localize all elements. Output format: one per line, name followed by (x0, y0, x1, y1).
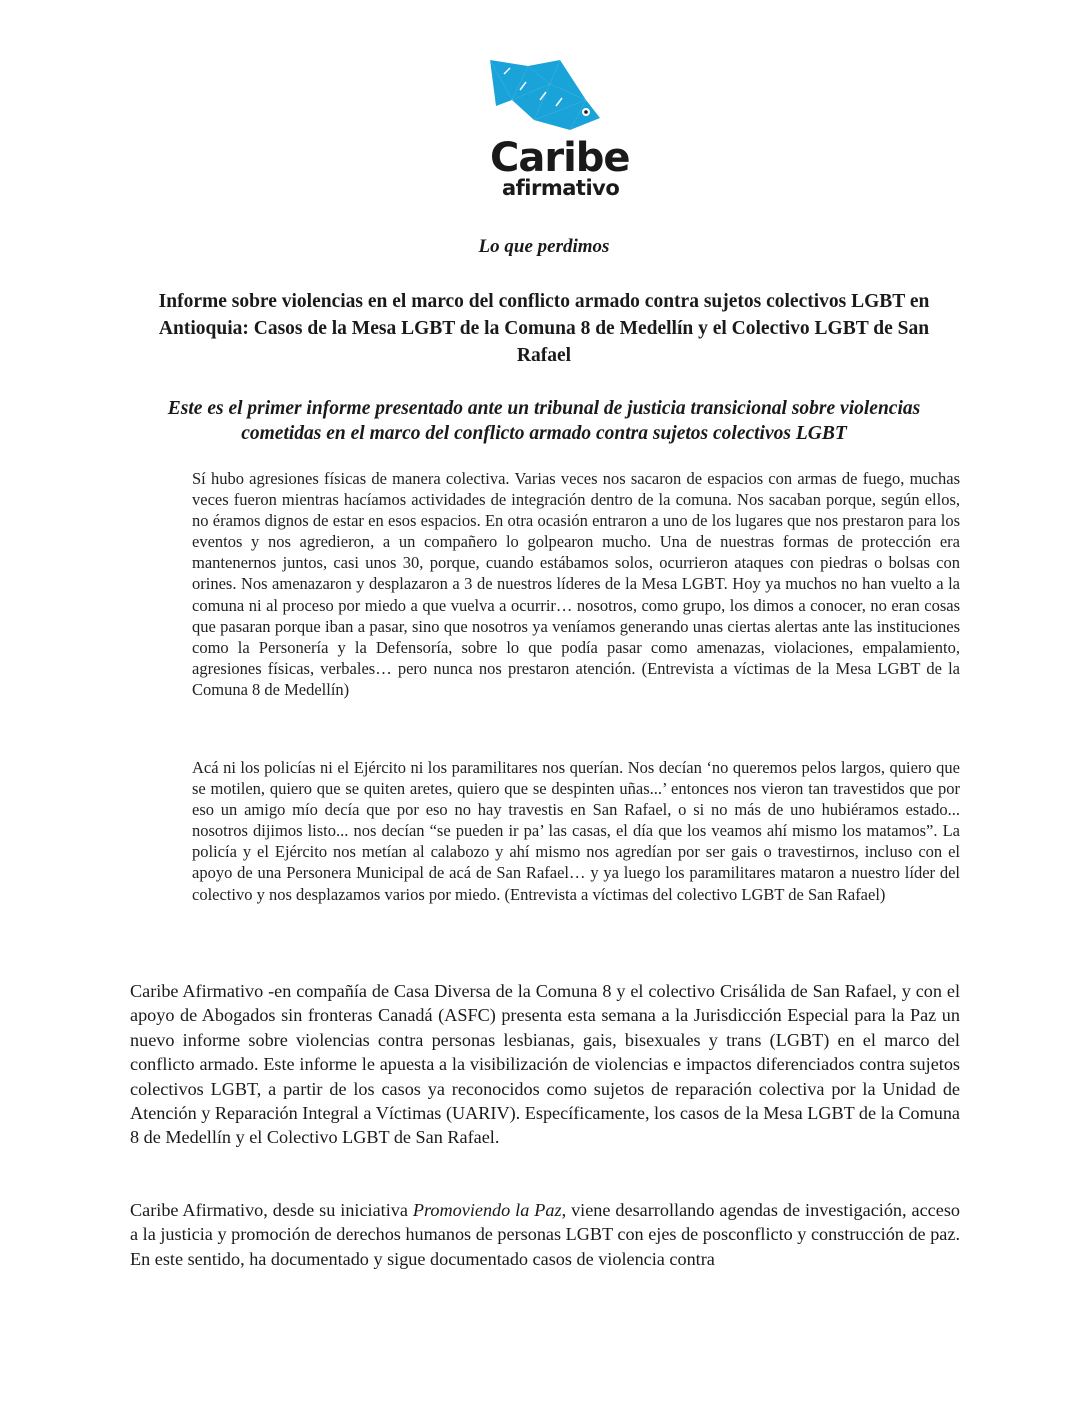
document-lead: Este es el primer informe presentado ante un tribunal de justicia transicional sobre violencias cometidas en el marco del conflicto armado contra sujetos colectivos LGBT (167, 398, 921, 444)
testimony-quote-san-rafael: Acá ni los policías ni el Ejército ni los paramilitares nos querían. Nos decían ‘no queremos pelos largos, quiero que se motilen, quiero que se quiten aretes, quiero que se despinten uñas...’ entonces nos vieron tan travestidos que por eso un amigo mío decía que por eso no hay travestis en San Rafael, o si no más de uno hubiéramos estado... nosotros dijimos listo... nos decían “se pueden ir pa’ las casas, el día que los veamos ahí mismo los matamos”. La policía y el Ejército nos metían al calabozo y ahí mismo nos agredían por ser gais o travestirnos, incluso con el apoyo de una Personera Municipal de acá de San Rafael… y ya luego los paramilitares mataron a nuestro líder del colectivo y nos desplazamos varios por miedo. (Entrevista a víctimas del colectivo LGBT de San Rafael) (192, 758, 960, 904)
logo-name-line2: afirmativo (502, 176, 620, 200)
logo-name-line1: Caribe (490, 135, 630, 181)
document-subtitle: Lo que perdimos (478, 236, 610, 257)
body-paragraph-1: Caribe Afirmativo -en compañía de Casa Diversa de la Comuna 8 y el colectivo Crisálida de San Rafael, y con el apoyo de Abogados sin fronteras Canadá (ASFC) presenta esta semana a la Jurisdicción Especial para la Paz un nuevo informe sobre violencias contra personas lesbianas, gais, bisexuales y trans (LGBT) en el marco del conflicto armado. Este informe le apuesta a la visibilización de violencias e impactos diferenciados contra sujetos colectivos LGBT, a partir de los casos ya reconocidos como sujetos de reparación colectiva por la Unidad de Atención y Reparación Integral a Víctimas (UARIV). Específicamente, los casos de la Mesa LGBT de la Comuna 8 de Medellín y el Colectivo LGBT de San Rafael. (130, 981, 960, 1148)
initiative-name: Promoviendo la Paz (412, 1200, 562, 1220)
body-paragraph-2 (130, 1198, 960, 1271)
document-title: Informe sobre violencias en el marco del conflicto armado contra sujetos colectivos LGBT en Antioquia: Casos de la Mesa LGBT de la Comuna 8 de Medellín y el Colectivo LGBT de San Rafael (158, 291, 930, 366)
paragraph-2-text-end: , viene desarrollando agendas de investigación, acceso a la justicia y promoción de derechos humanos de personas LGBT con ejes de posconflicto y construcción de paz. En este sentido, ha documentado y sigue documentado casos de violencia contra (130, 1200, 960, 1269)
caribe-afirmativo-logo (480, 60, 630, 210)
paragraph-2-text-start: Caribe Afirmativo, desde su iniciativa (130, 1200, 413, 1220)
testimony-quote-comuna8: Sí hubo agresiones físicas de manera colectiva. Varias veces nos sacaron de espacios con armas de fuego, muchas veces fueron mientras hacíamos actividades de integración dentro de la comuna. Nos sacaban porque, según ellos, no éramos dignos de estar en esos espacios. En otra ocasión entraron a uno de los lugares que nos prestaron para los eventos y nos agredieron, a un compañero lo golpearon mucho. Una de nuestras formas de protección era mantenernos juntos, casi unos 30, porque, cuando estábamos solos, ocurrieron ataques con piedras o bolsas con orines. Nos amenazaron y desplazaron a 3 de nuestros líderes de la Mesa LGBT. Hoy ya muchos no han vuelto a la comuna ni al proceso por miedo a que vuelva a ocurrir… nosotros, como grupo, los dimos a conocer, no eran cosas que pasaran porque iban a pasar, sino que nosotros ya veníamos generando unas ciertas alertas ante las instituciones como la Personería y la Defensoría, sobre lo que podía pasar como amenazas, violaciones, empalamiento, agresiones físicas, verbales… pero nunca nos prestaron atención. (Entrevista a víctimas de la Mesa LGBT de la Comuna 8 de Medellín) (192, 469, 960, 699)
fish-logo-icon (490, 60, 600, 140)
